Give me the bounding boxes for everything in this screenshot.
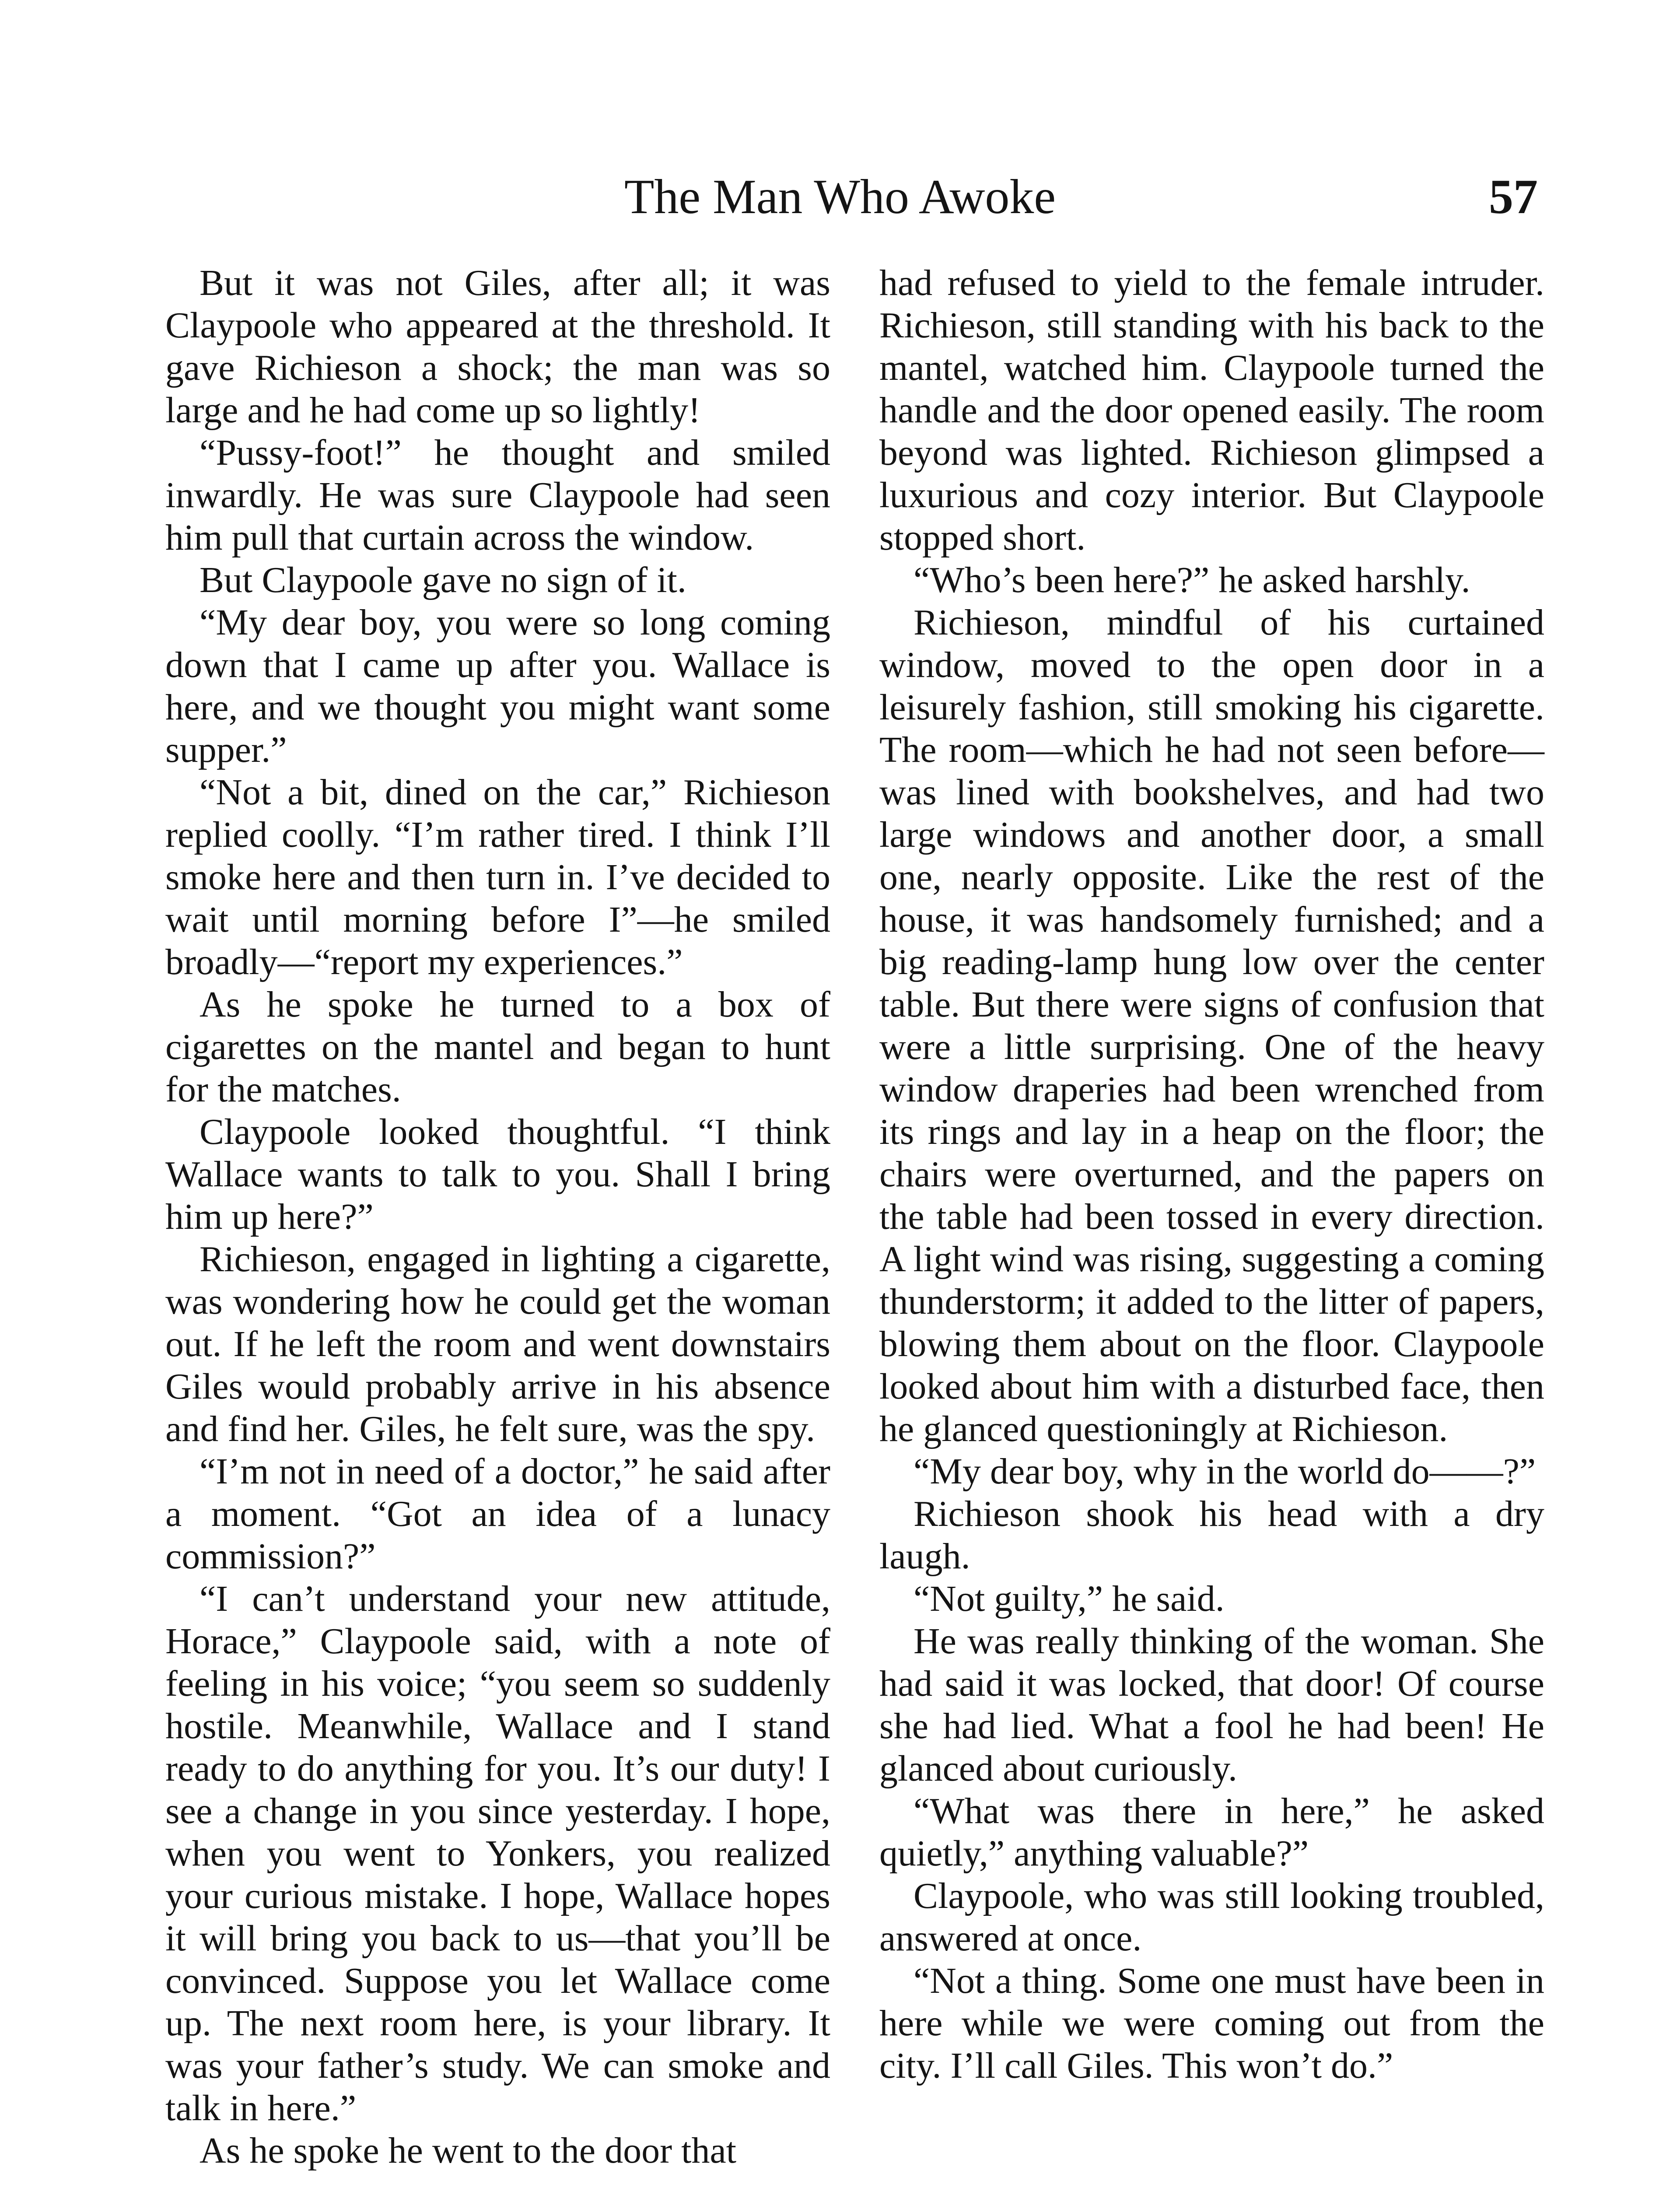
paragraph: “My dear boy, you were so long coming down that I came up after you. Wallace is here, and we thought you might want some supper.”: [165, 602, 830, 770]
right-column: [879, 262, 1544, 2087]
paragraph: had refused to yield to the female intruder. Richieson, still standing with his back to the mantel, watched him. Claypoole turned the handle and the door opened easily. The room beyond was lighted. Richieson glimpsed a luxurious and cozy interior. But Claypoole stopped short.: [879, 263, 1544, 558]
page-number: 57: [1489, 170, 1538, 224]
paragraph: “I’m not in need of a doctor,” he said after a moment. “Got an idea of a lunacy commission?”: [165, 1451, 830, 1577]
paragraph: Richieson, engaged in lighting a cigarette, was wondering how he could get the woman out. If he left the room and went downstairs Giles would probably arrive in his absence and find her. Giles, he felt sure, was the spy.: [165, 1239, 830, 1449]
left-column: [165, 262, 830, 2172]
paragraph: But it was not Giles, after all; it was Claypoole who appeared at the threshold. It gave Richieson a shock; the man was so large and he had come up so lightly!: [165, 263, 830, 431]
paragraph: “Pussy-foot!” he thought and smiled inwardly. He was sure Claypoole had seen him pull that curtain across the window.: [165, 432, 830, 558]
paragraph: “Who’s been here?” he asked harshly.: [914, 560, 1470, 600]
paragraph: Claypoole, who was still looking troubled, answered at once.: [879, 1876, 1544, 1959]
paragraph: He was really thinking of the woman. She had said it was locked, that door! Of course she had lied. What a fool he had been! He glanced about curiously.: [879, 1621, 1544, 1789]
paragraph: “What was there in here,” he asked quietly,” anything valuable?”: [879, 1791, 1544, 1874]
paragraph: “I can’t understand your new attitude, Horace,” Claypoole said, with a note of feeling in his voice; “you seem so suddenly hostile. Meanwhile, Wallace and I stand ready to do anything for you. It’s our duty! I see a change in you since yesterday. I hope, when you went to Yonkers, you realized your curious mistake. I hope, Wallace hopes it will bring you back to us—that you’ll be convinced. Suppose you let Wallace come up. The next room here, is your library. It was your father’s study. We can smoke and talk in here.”: [165, 1578, 830, 2128]
paragraph: “My dear boy, why in the world do——?”: [914, 1451, 1536, 1492]
paragraph: But Claypoole gave no sign of it.: [200, 560, 686, 600]
paragraph: “Not guilty,” he said.: [914, 1578, 1225, 1619]
paragraph: Richieson shook his head with a dry laugh.: [879, 1494, 1544, 1577]
paragraph: As he spoke he went to the door that: [200, 2130, 737, 2171]
running-header-title: The Man Who Awoke: [624, 170, 1056, 224]
paragraph: As he spoke he turned to a box of cigarettes on the mantel and began to hunt for the matches.: [165, 984, 830, 1110]
paragraph: “Not a bit, dined on the car,” Richieson replied coolly. “I’m rather tired. I think I’ll smoke here and then turn in. I’ve decided to wait until morning before I”—he smiled broadly—“report my experiences.”: [165, 772, 830, 982]
paragraph: Richieson, mindful of his curtained window, moved to the open door in a leisurely fashion, still smoking his cigarette. The room—which he had not seen before—was lined with bookshelves, and had two large windows and another door, a small one, nearly opposite. Like the rest of the house, it was handsomely furnished; and a big reading-lamp hung low over the center table. But there were signs of confusion that were a little surprising. One of the heavy window draperies had been wrenched from its rings and lay in a heap on the floor; the chairs were overturned, and the papers on the table had been tossed in every direction. A light wind was rising, suggesting a coming thunderstorm; it added to the litter of papers, blowing them about on the floor. Claypoole looked about him with a disturbed face, then he glanced questioningly at Richieson.: [879, 602, 1544, 1449]
paragraph: “Not a thing. Some one must have been in here while we were coming out from the city. I’ll call Giles. This won’t do.”: [879, 1960, 1544, 2086]
paragraph: Claypoole looked thoughtful. “I think Wallace wants to talk to you. Shall I bring him up here?”: [165, 1112, 830, 1237]
